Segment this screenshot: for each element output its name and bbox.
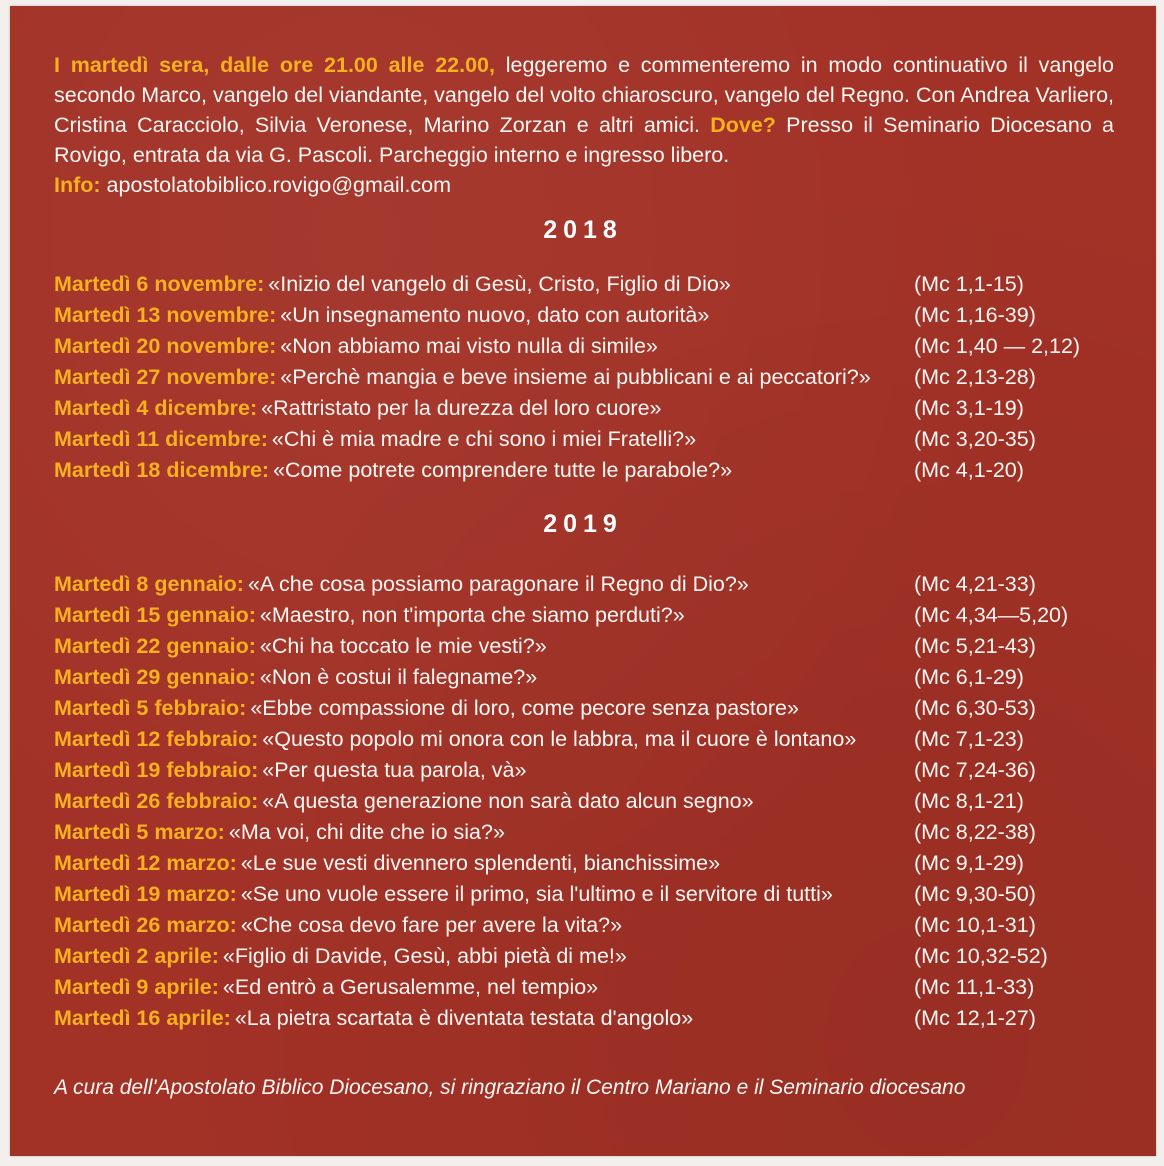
session-title: «Ebbe compassione di loro, come pecore senza pastore» xyxy=(250,696,799,720)
gospel-reference: (Mc 7,1-23) xyxy=(914,727,1024,751)
session-date: Martedì 5 febbraio: xyxy=(54,696,247,720)
gospel-reference: (Mc 4,21-33) xyxy=(914,572,1036,596)
schedule-row xyxy=(54,879,1124,910)
intro-description: leggeremo e commenteremo in modo continuativo il vangelo secondo Marco, vangelo del viandante, vangelo del volto chiaroscuro, vangelo del Regno. Con Andrea Varliero, Cristina Caracciolo, Silvia Veronese, Marino Zorzan e altri amici. xyxy=(54,53,1114,137)
session-title: «Rattristato per la durezza del loro cuore» xyxy=(261,396,662,420)
intro-time-highlight: I martedì sera, dalle ore 21.00 alle 22.00, xyxy=(54,53,495,77)
gospel-reference: (Mc 8,22-38) xyxy=(914,820,1036,844)
session-title: «Chi ha toccato le mie vesti?» xyxy=(259,634,547,658)
session-title: «Le sue vesti divennero splendenti, bianchissime» xyxy=(240,851,721,875)
session-title: «Inizio del vangelo di Gesù, Cristo, Figlio di Dio» xyxy=(268,272,731,296)
session-title: «Perchè mangia e beve insieme ai pubblicani e ai peccatori?» xyxy=(280,365,871,389)
intro-paragraph xyxy=(54,50,1114,200)
session-date: Martedì 12 febbraio: xyxy=(54,727,259,751)
gospel-reference: (Mc 12,1-27) xyxy=(914,1006,1036,1030)
schedule-list-2019 xyxy=(54,569,1124,1034)
schedule-row xyxy=(54,848,1124,879)
session-date: Martedì 19 marzo: xyxy=(54,882,237,906)
session-date: Martedì 9 aprile: xyxy=(54,975,219,999)
schedule-row xyxy=(54,569,1124,600)
schedule-row xyxy=(54,269,1124,300)
session-date: Martedì 8 gennaio: xyxy=(54,572,244,596)
session-date: Martedì 11 dicembre: xyxy=(54,427,268,451)
footer-credits: A cura dell'Apostolato Biblico Diocesano, si ringraziano il Centro Mariano e il Seminario diocesano xyxy=(54,1076,966,1099)
gospel-reference: (Mc 7,24-36) xyxy=(914,758,1036,782)
session-date: Martedì 22 gennaio: xyxy=(54,634,256,658)
schedule-row xyxy=(54,724,1124,755)
schedule-row xyxy=(54,817,1124,848)
gospel-reference: (Mc 2,13-28) xyxy=(914,365,1036,389)
session-date: Martedì 15 gennaio: xyxy=(54,603,256,627)
session-title: «Ed entrò a Gerusalemme, nel tempio» xyxy=(222,975,599,999)
schedule-row xyxy=(54,786,1124,817)
gospel-reference: (Mc 9,30-50) xyxy=(914,882,1036,906)
year-heading-2019: 2019 xyxy=(543,510,623,538)
session-date: Martedì 29 gennaio: xyxy=(54,665,256,689)
gospel-reference: (Mc 3,20-35) xyxy=(914,427,1036,451)
schedule-row xyxy=(54,941,1124,972)
session-title: «Non abbiamo mai visto nulla di simile» xyxy=(280,334,658,358)
gospel-reference: (Mc 10,1-31) xyxy=(914,913,1036,937)
session-date: Martedì 13 novembre: xyxy=(54,303,277,327)
session-date: Martedì 26 febbraio: xyxy=(54,789,259,813)
schedule-row xyxy=(54,755,1124,786)
year-heading-2018: 2018 xyxy=(543,216,623,244)
gospel-reference: (Mc 4,34—5,20) xyxy=(914,603,1069,627)
session-date: Martedì 12 marzo: xyxy=(54,851,237,875)
gospel-reference: (Mc 6,1-29) xyxy=(914,665,1024,689)
flyer-page xyxy=(10,6,1156,1156)
schedule-row xyxy=(54,424,1124,455)
gospel-reference: (Mc 1,16-39) xyxy=(914,303,1036,327)
session-date: Martedì 18 dicembre: xyxy=(54,458,270,482)
session-date: Martedì 6 novembre: xyxy=(54,272,265,296)
gospel-reference: (Mc 11,1-33) xyxy=(914,975,1035,999)
gospel-reference: (Mc 1,40 — 2,12) xyxy=(914,334,1081,358)
session-title: «A che cosa possiamo paragonare il Regno di Dio?» xyxy=(247,572,749,596)
session-title: «Non è costui il falegname?» xyxy=(259,665,538,689)
session-title: «Per questa tua parola, và» xyxy=(262,758,527,782)
schedule-row xyxy=(54,455,1124,486)
dove-label: Dove? xyxy=(710,113,776,137)
session-date: Martedì 27 novembre: xyxy=(54,365,277,389)
schedule-row xyxy=(54,693,1124,724)
schedule-row xyxy=(54,972,1124,1003)
gospel-reference: (Mc 3,1-19) xyxy=(914,396,1024,420)
session-title: «Se uno vuole essere il primo, sia l'ultimo e il servitore di tutti» xyxy=(240,882,833,906)
gospel-reference: (Mc 9,1-29) xyxy=(914,851,1024,875)
schedule-row xyxy=(54,362,1124,393)
session-date: Martedì 16 aprile: xyxy=(54,1006,231,1030)
intro-location: Presso il Seminario Diocesano a Rovigo, entrata da via G. Pascoli. Parcheggio interno e ingresso libero. xyxy=(54,113,1114,167)
session-date: Martedì 5 marzo: xyxy=(54,820,225,844)
gospel-reference: (Mc 6,30-53) xyxy=(914,696,1036,720)
gospel-reference: (Mc 5,21-43) xyxy=(914,634,1036,658)
session-title: «La pietra scartata è diventata testata d'angolo» xyxy=(234,1006,694,1030)
gospel-reference: (Mc 8,1-21) xyxy=(914,789,1024,813)
schedule-row xyxy=(54,300,1124,331)
info-label: Info: xyxy=(54,173,101,197)
schedule-row xyxy=(54,600,1124,631)
session-title: «Ma voi, chi dite che io sia?» xyxy=(228,820,505,844)
schedule-row xyxy=(54,631,1124,662)
session-title: «Questo popolo mi onora con le labbra, ma il cuore è lontano» xyxy=(262,727,857,751)
session-title: «Che cosa devo fare per avere la vita?» xyxy=(240,913,623,937)
schedule-row xyxy=(54,331,1124,362)
session-title: «Chi è mia madre e chi sono i miei Fratelli?» xyxy=(271,427,697,451)
gospel-reference: (Mc 1,1-15) xyxy=(914,272,1024,296)
schedule-row xyxy=(54,910,1124,941)
session-title: «Maestro, non t'importa che siamo perduti?» xyxy=(259,603,685,627)
gospel-reference: (Mc 10,32-52) xyxy=(914,944,1048,968)
session-title: «A questa generazione non sarà dato alcun segno» xyxy=(262,789,754,813)
schedule-row xyxy=(54,662,1124,693)
schedule-row xyxy=(54,1003,1124,1034)
session-title: «Figlio di Davide, Gesù, abbi pietà di me!» xyxy=(222,944,627,968)
session-date: Martedì 4 dicembre: xyxy=(54,396,258,420)
session-date: Martedì 20 novembre: xyxy=(54,334,277,358)
session-title: «Come potrete comprendere tutte le parabole?» xyxy=(273,458,733,482)
schedule-row xyxy=(54,393,1124,424)
session-date: Martedì 26 marzo: xyxy=(54,913,237,937)
contact-email: apostolatobiblico.rovigo@gmail.com xyxy=(100,173,452,197)
gospel-reference: (Mc 4,1-20) xyxy=(914,458,1024,482)
session-title: «Un insegnamento nuovo, dato con autorità» xyxy=(280,303,710,327)
session-date: Martedì 19 febbraio: xyxy=(54,758,259,782)
schedule-list-2018 xyxy=(54,269,1124,486)
session-date: Martedì 2 aprile: xyxy=(54,944,219,968)
